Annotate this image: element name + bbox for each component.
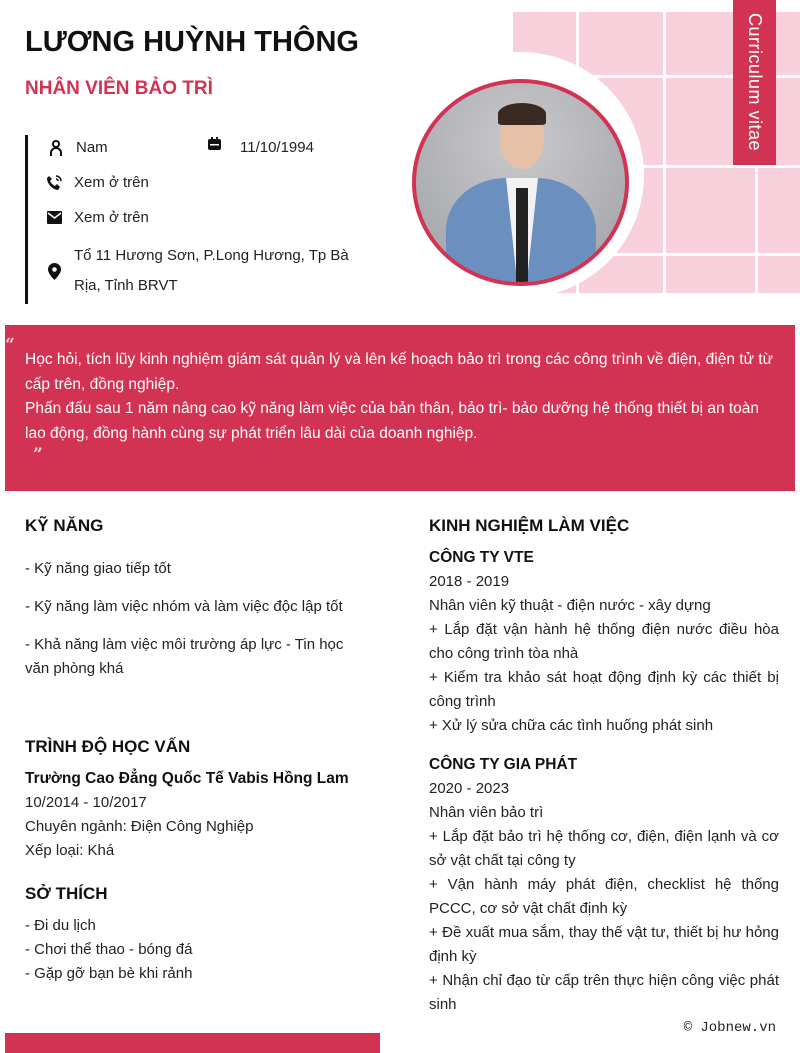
phone-row [46, 174, 149, 191]
gender-value: Nam [76, 139, 108, 156]
email-value: Xem ở trên [74, 209, 149, 226]
phone-icon [46, 175, 62, 191]
hobbies-list [25, 914, 355, 986]
birthdate-value: 11/10/1994 [240, 139, 314, 156]
address-row [46, 241, 366, 301]
email-row [46, 209, 149, 226]
job-position: Nhân viên bảo trì [429, 804, 544, 821]
hobby-item: - Chơi thể thao - bóng đá [25, 941, 193, 958]
close-quote-icon: ” [33, 445, 43, 465]
open-quote-icon: “ [5, 335, 15, 355]
hobby-item: - Đi du lịch [25, 917, 96, 934]
experience-heading: KINH NGHIỆM LÀM VIỆC [429, 516, 630, 535]
job-vte [429, 546, 779, 738]
candidate-name: LƯƠNG HUỲNH THÔNG [25, 26, 359, 58]
cv-banner [733, 0, 776, 165]
company-name: CÔNG TY VTE [429, 549, 534, 566]
career-objective [5, 325, 795, 491]
address-value: Tổ 11 Hương Sơn, P.Long Hương, Tp Bà Rịa, Tỉnh BRVT [74, 247, 349, 294]
job-task: + Nhận chỉ đạo từ cấp trên thực hiện công việc phát sinh [429, 972, 779, 1013]
objective-line-2: Phấn đấu sau 1 năm nâng cao kỹ năng làm việc của bản thân, bảo trì- bảo dưỡng hệ thống thiết bị an toàn lao động, đồng hành cùng sự phát triển lâu dài của doanh nghiệp. [25, 400, 760, 442]
birthdate-icon-wrap [206, 135, 222, 151]
skill-item: - Khả năng làm việc môi trường áp lực - Tin học văn phòng khá [25, 636, 344, 677]
location-pin-icon [46, 263, 62, 279]
bottom-accent-bar [5, 1033, 380, 1053]
job-task: + Xử lý sửa chữa các tình huống phát sinh [429, 717, 714, 734]
gender-row [48, 139, 108, 156]
skill-item: - Kỹ năng giao tiếp tốt [25, 560, 171, 577]
skills-heading: KỸ NĂNG [25, 516, 104, 535]
cv-label: Curriculum vitae [745, 13, 765, 152]
skills-list [25, 557, 355, 681]
job-period: 2020 - 2023 [429, 780, 510, 797]
calendar-icon [206, 135, 222, 151]
objective-line-1: Học hỏi, tích lũy kinh nghiệm giám sát quản lý và lên kế hoạch bảo trì trong các công trình về điện, điện tử từ cấp trên, đồng nghiệp. [25, 351, 773, 393]
photo-hair [498, 103, 546, 125]
hobby-item: - Gặp gỡ bạn bè khi rảnh [25, 965, 193, 982]
photo-tie [516, 188, 528, 283]
education-grade: Xếp loại: Khá [25, 842, 115, 859]
contact-info [25, 135, 365, 304]
education-block [25, 767, 385, 863]
education-period: 10/2014 - 10/2017 [25, 794, 147, 811]
hobbies-heading: SỞ THÍCH [25, 884, 108, 903]
phone-value: Xem ở trên [74, 174, 149, 191]
job-title: NHÂN VIÊN BẢO TRÌ [25, 78, 213, 99]
birthdate-row [240, 139, 314, 156]
education-heading: TRÌNH ĐỘ HỌC VẤN [25, 737, 191, 756]
school-name: Trường Cao Đẳng Quốc Tế Vabis Hồng Lam [25, 770, 349, 787]
person-icon [48, 140, 64, 156]
job-gia-phat [429, 753, 779, 1017]
job-task: + Lắp đặt vận hành hệ thống điện nước điều hòa cho công trình tòa nhà [429, 621, 779, 662]
envelope-icon [46, 210, 62, 226]
job-task: + Đề xuất mua sắm, thay thế vật tư, thiết bị hư hỏng định kỳ [429, 924, 779, 965]
job-task: + Vận hành máy phát điện, checklist hệ thống PCCC, cơ sở vật chất định kỳ [429, 876, 779, 917]
profile-photo [412, 79, 629, 286]
job-position: Nhân viên kỹ thuật - điện nước - xây dựng [429, 597, 711, 614]
footer-credit: © Jobnew.vn [683, 1020, 776, 1036]
education-major: Chuyên ngành: Điện Công Nghiệp [25, 818, 254, 835]
skill-item: - Kỹ năng làm việc nhóm và làm việc độc lập tốt [25, 598, 343, 615]
company-name: CÔNG TY GIA PHÁT [429, 756, 578, 773]
job-period: 2018 - 2019 [429, 573, 510, 590]
job-task: + Lắp đặt bảo trì hệ thống cơ, điện, điện lạnh và cơ sở vật chất tại công ty [429, 828, 779, 869]
job-task: + Kiểm tra khảo sát hoạt động định kỳ các thiết bị công trình [429, 669, 779, 710]
